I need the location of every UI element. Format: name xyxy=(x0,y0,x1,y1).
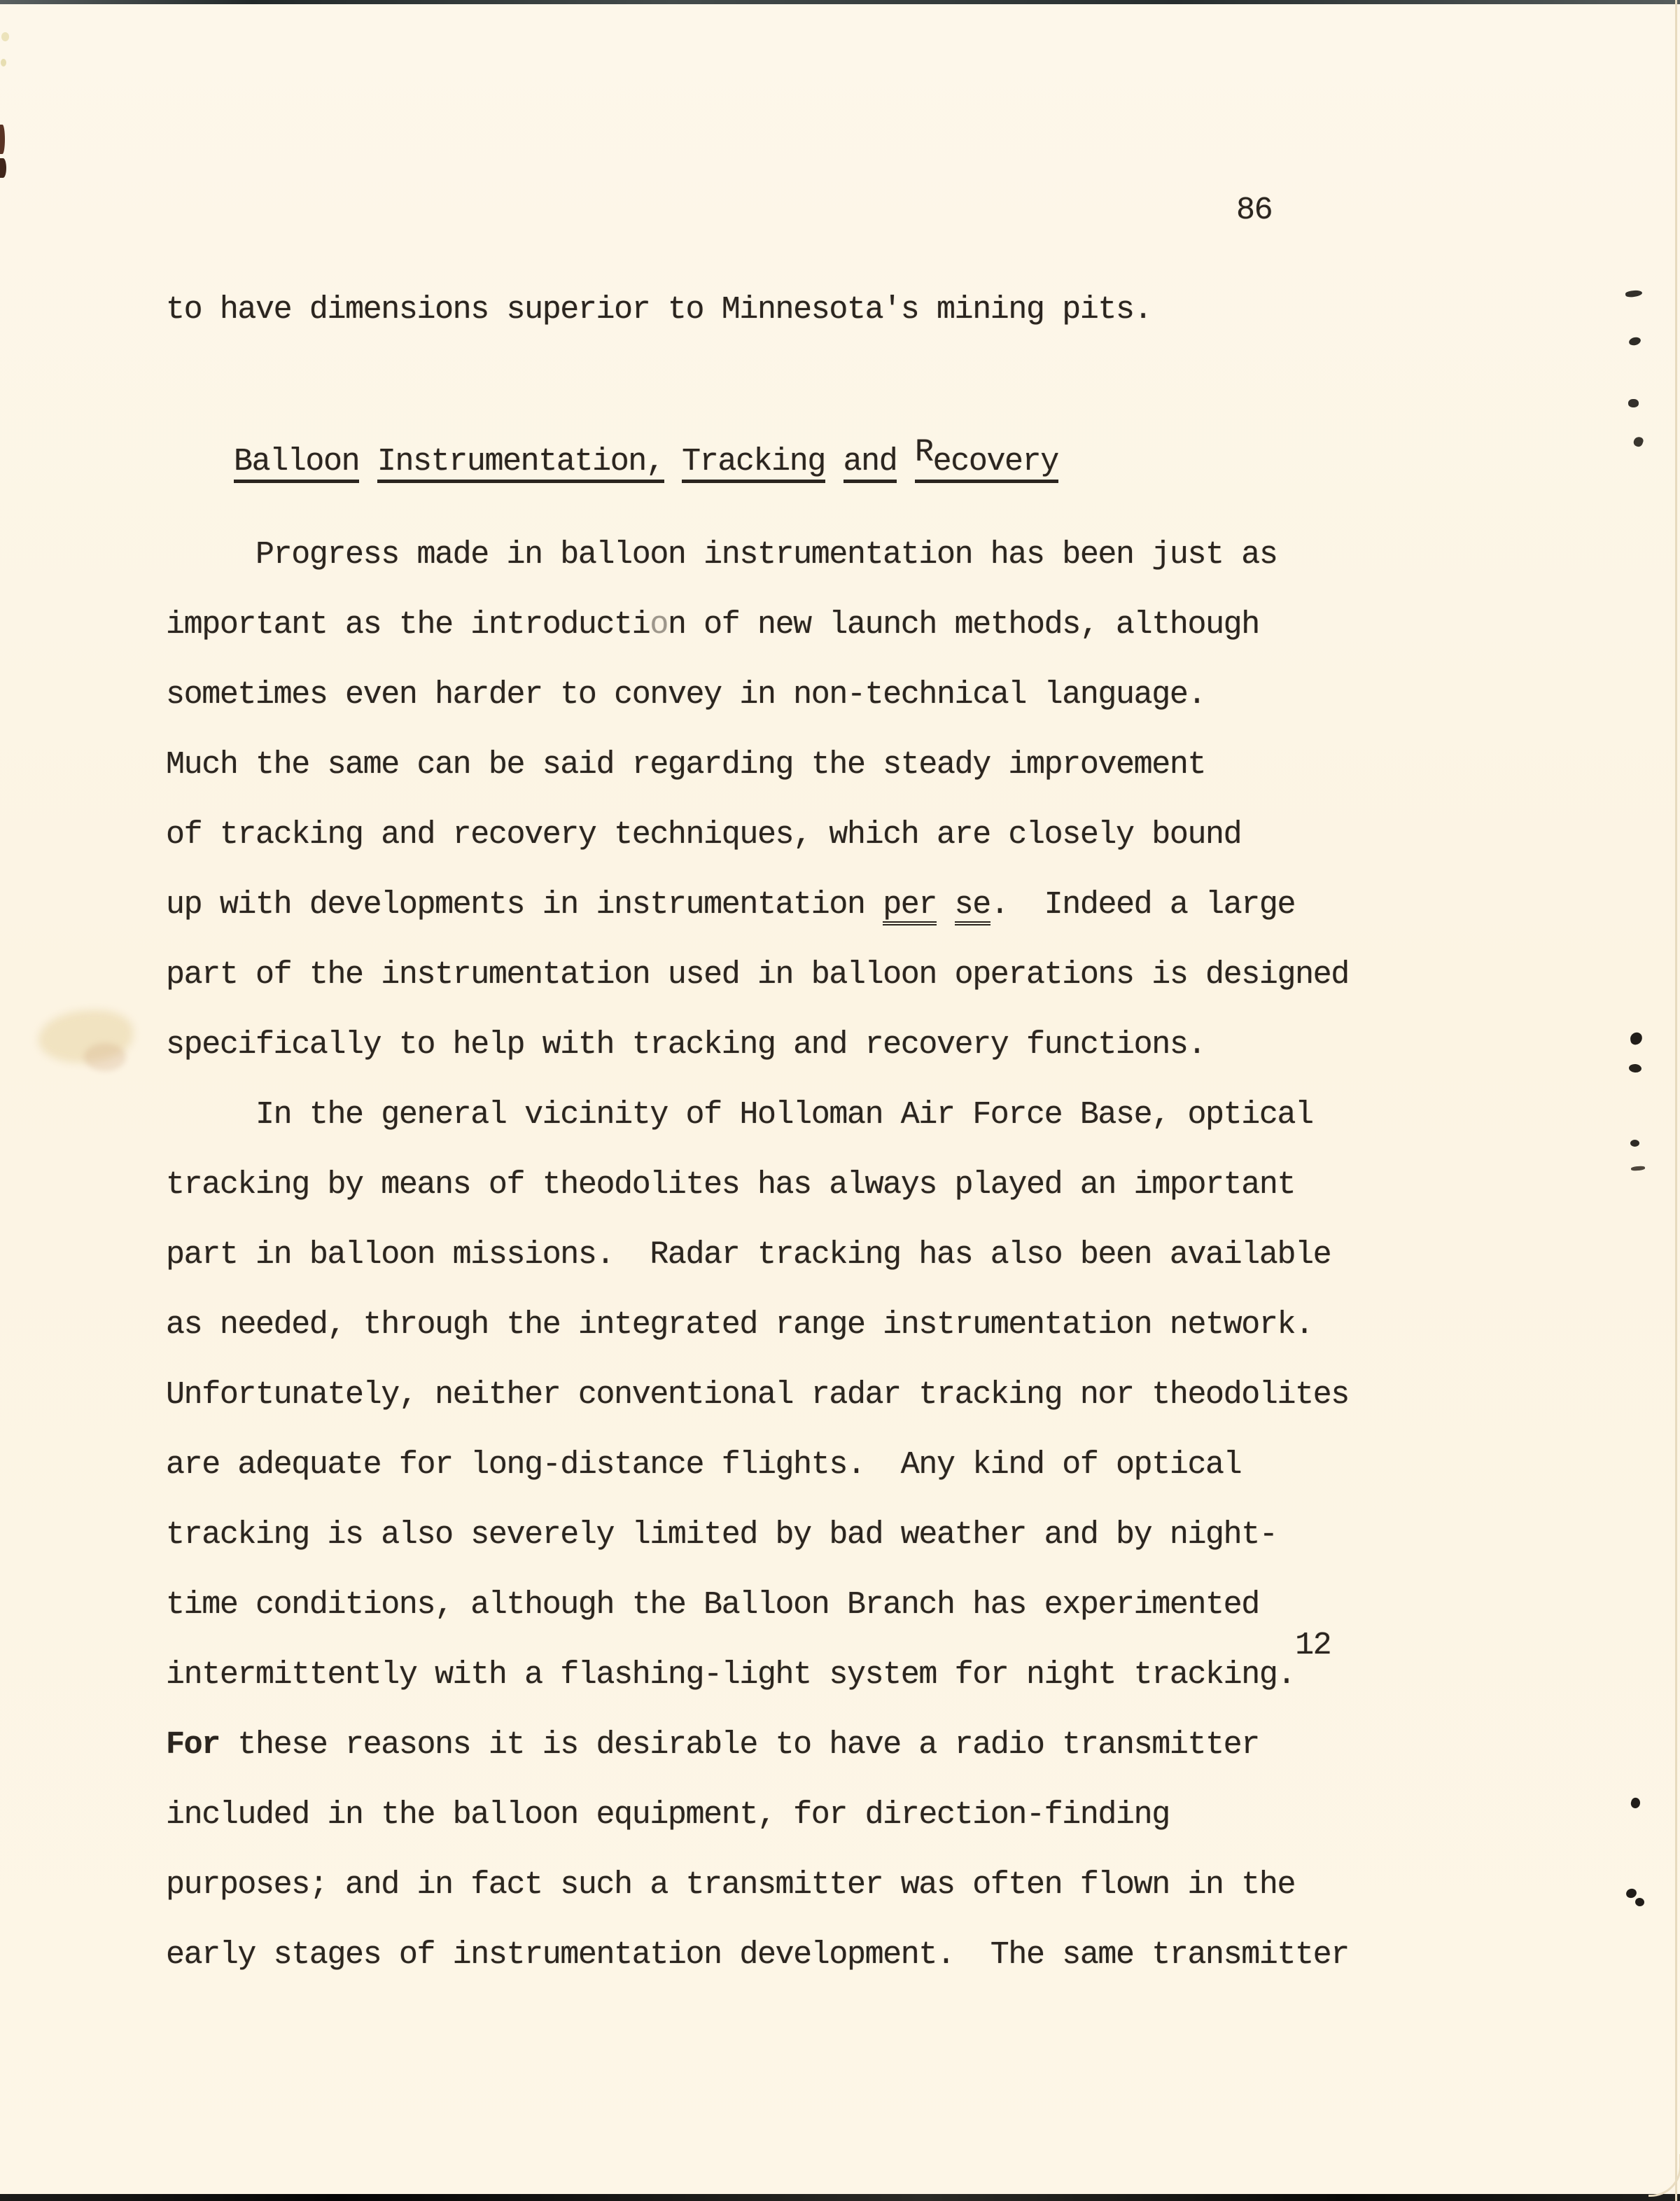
body-line: Progress made in balloon instrumentation has been just as xyxy=(166,537,1278,573)
scan-speck xyxy=(0,158,6,178)
body-line: part of the instrumentation used in balloon operations is designed xyxy=(166,957,1349,993)
scan-speck xyxy=(1631,1166,1645,1171)
body-line: of tracking and recovery techniques, which are closely bound xyxy=(166,817,1242,853)
body-line: tracking by means of theodolites has always played an important xyxy=(166,1167,1296,1203)
body-line: tracking is also severely limited by bad weather and by night- xyxy=(166,1517,1278,1553)
body-line: up with developments in instrumentation per se. Indeed a large xyxy=(166,889,1295,925)
scan-speck xyxy=(1628,399,1639,407)
body-line: are adequate for long-distance flights. Any kind of optical xyxy=(166,1447,1242,1483)
body-line: important as the introduction of new launch methods, although xyxy=(166,607,1259,643)
paper-right-edge-line xyxy=(1675,0,1677,2201)
body-line: part in balloon missions. Radar tracking has also been available xyxy=(166,1237,1331,1273)
scan-speck xyxy=(1629,1063,1642,1073)
body-line: Unfortunately, neither conventional radar tracking nor theodolites xyxy=(166,1377,1349,1413)
body-line: intermittently with a flashing-light system for night tracking.12 xyxy=(166,1628,1331,1693)
section-heading xyxy=(234,435,1058,483)
scan-speck xyxy=(1,32,9,41)
scan-speck xyxy=(0,125,5,154)
heading-word: Balloon xyxy=(234,446,359,483)
body-line: purposes; and in fact such a transmitter was often flown in the xyxy=(166,1867,1296,1903)
heading-word: Instrumentation, xyxy=(377,446,664,483)
body-line: Much the same can be said regarding the steady improvement xyxy=(166,747,1206,783)
heading-word: Recovery xyxy=(915,446,1058,483)
scan-top-edge xyxy=(0,0,1680,4)
footnote-superscript: 12 xyxy=(1295,1628,1331,1663)
body-line: early stages of instrumentation development. The same transmitter xyxy=(166,1937,1349,1973)
body-line: For these reasons it is desirable to have a radio transmitter xyxy=(166,1727,1259,1763)
underlined-term: se xyxy=(955,889,990,925)
heading-word: Tracking xyxy=(682,446,825,483)
scan-speck xyxy=(1630,1797,1641,1810)
body-line: as needed, through the integrated range instrumentation network. xyxy=(166,1307,1313,1343)
intro-line: to have dimensions superior to Minnesota's mining pits. xyxy=(166,292,1152,328)
scan-speck xyxy=(1,59,6,67)
faded-character: o xyxy=(650,607,668,643)
scan-speck xyxy=(1634,1897,1645,1907)
scan-bottom-edge xyxy=(0,2194,1680,2201)
bold-word: For xyxy=(166,1727,220,1763)
scan-speck xyxy=(84,1043,126,1071)
body-line: specifically to help with tracking and recovery functions. xyxy=(166,1027,1206,1063)
body-line: included in the balloon equipment, for direction-finding xyxy=(166,1797,1170,1833)
scan-speck xyxy=(1630,1140,1639,1147)
raised-letter: R xyxy=(915,435,933,470)
underlined-term: per xyxy=(883,889,937,925)
scan-speck xyxy=(1630,1032,1644,1046)
body-line: sometimes even harder to convey in non-technical language. xyxy=(166,677,1206,713)
scan-speck xyxy=(1625,1887,1638,1899)
scan-speck xyxy=(1628,336,1642,347)
scan-speck xyxy=(1625,289,1642,298)
body-line: time conditions, although the Balloon Branch has experimented xyxy=(166,1587,1259,1623)
scan-speck xyxy=(1632,435,1644,448)
page-number: 86 xyxy=(1236,193,1273,228)
body-line: In the general vicinity of Holloman Air Force Base, optical xyxy=(166,1097,1313,1133)
heading-word: and xyxy=(844,446,897,483)
